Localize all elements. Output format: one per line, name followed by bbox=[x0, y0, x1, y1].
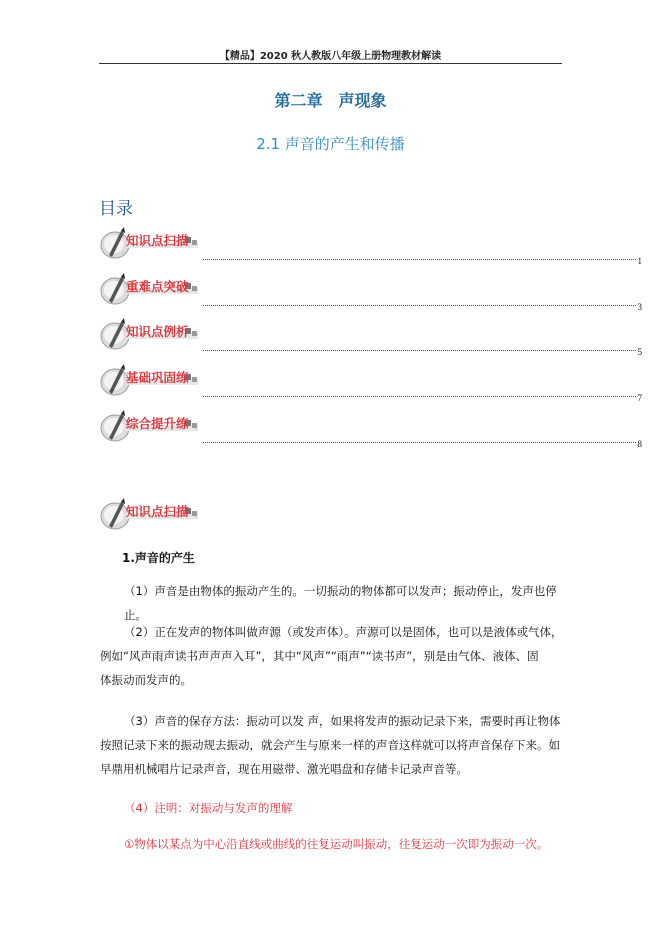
toc-leader bbox=[203, 305, 636, 306]
paragraph-line: （2）正在发声的物体叫做声源（或发声体）。声源可以是固体，也可以是液体或气体， bbox=[124, 625, 563, 639]
page-header: 【精品】2020 秋人教版八年级上册物理教材解读 bbox=[219, 51, 442, 62]
paragraph-3 bbox=[100, 709, 572, 781]
section-title: 2.1 声音的产生和传播 bbox=[256, 135, 405, 153]
toc-leader bbox=[203, 442, 636, 443]
paragraph-line: 体振动而发声的。 bbox=[100, 673, 192, 687]
toc-leader bbox=[203, 350, 636, 351]
toc-badge bbox=[99, 269, 205, 309]
paragraph-line: （3）声音的保存方法：振动可以发 声，如果将发声的振动记录下来，需要时再让物体 bbox=[124, 714, 561, 728]
toc-item-label: 综合提升练 bbox=[126, 416, 189, 431]
toc-page-number: 8 bbox=[637, 439, 642, 449]
toc-heading: 目录 bbox=[99, 199, 133, 219]
toc-item-label: 知识点扫描 bbox=[126, 233, 189, 248]
chapter-title: 第二章 声现象 bbox=[274, 91, 387, 110]
note-title-text: （4）注明：对振动与发声的理解 bbox=[124, 801, 293, 815]
toc-badge bbox=[99, 360, 205, 400]
content-badge bbox=[99, 494, 205, 534]
toc-page-number: 3 bbox=[637, 302, 642, 312]
toc-entry[interactable] bbox=[99, 269, 642, 312]
paragraph-line: （1）声音是由物体的振动产生的。一切振动的物体都可以发声；振动停止，发声也停止。 bbox=[124, 584, 557, 622]
content-badge-label: 知识点扫描 bbox=[126, 504, 189, 519]
toc-item-label: 基础巩固练 bbox=[126, 370, 189, 385]
content-heading: 1.声音的产生 bbox=[122, 551, 195, 565]
paragraph-line: 按照记录下来的振动规去振动，就会产生与原来一样的声音这样就可以将声音保存下来。如 bbox=[100, 738, 560, 752]
paragraph-line: 早鼎用机械唱片记录声音，现在用磁带、激光唱盘和存储卡记录声音等。 bbox=[100, 762, 468, 776]
note-title bbox=[100, 796, 572, 820]
toc-entry[interactable] bbox=[99, 314, 642, 357]
toc-entry[interactable] bbox=[99, 406, 642, 449]
toc-badge bbox=[99, 406, 205, 446]
note-item bbox=[100, 832, 572, 856]
toc-leader bbox=[203, 259, 636, 260]
toc-item-label: 知识点例析 bbox=[126, 324, 189, 339]
section-badge bbox=[99, 494, 219, 534]
toc-page-number: 1 bbox=[637, 256, 642, 266]
toc-entry[interactable] bbox=[99, 360, 642, 403]
note-item-text: ①物体以某点为中心沿直线或曲线的往复运动叫振动，往复运动一次即为振动一次。 bbox=[124, 837, 549, 851]
toc-item-label: 重难点突破 bbox=[126, 279, 189, 294]
header-divider bbox=[99, 63, 562, 64]
toc-page-number: 5 bbox=[637, 347, 642, 357]
toc-badge bbox=[99, 223, 205, 263]
toc-leader bbox=[203, 396, 636, 397]
toc-entry[interactable] bbox=[99, 223, 642, 266]
toc-badge bbox=[99, 314, 205, 354]
paragraph-2 bbox=[100, 620, 572, 692]
paragraph-line: 例如“风声雨声读书声声声入耳”，其中“风声”“雨声”“读书声”，别是由气体、液体、固 bbox=[100, 649, 539, 663]
toc-page-number: 7 bbox=[637, 393, 642, 403]
